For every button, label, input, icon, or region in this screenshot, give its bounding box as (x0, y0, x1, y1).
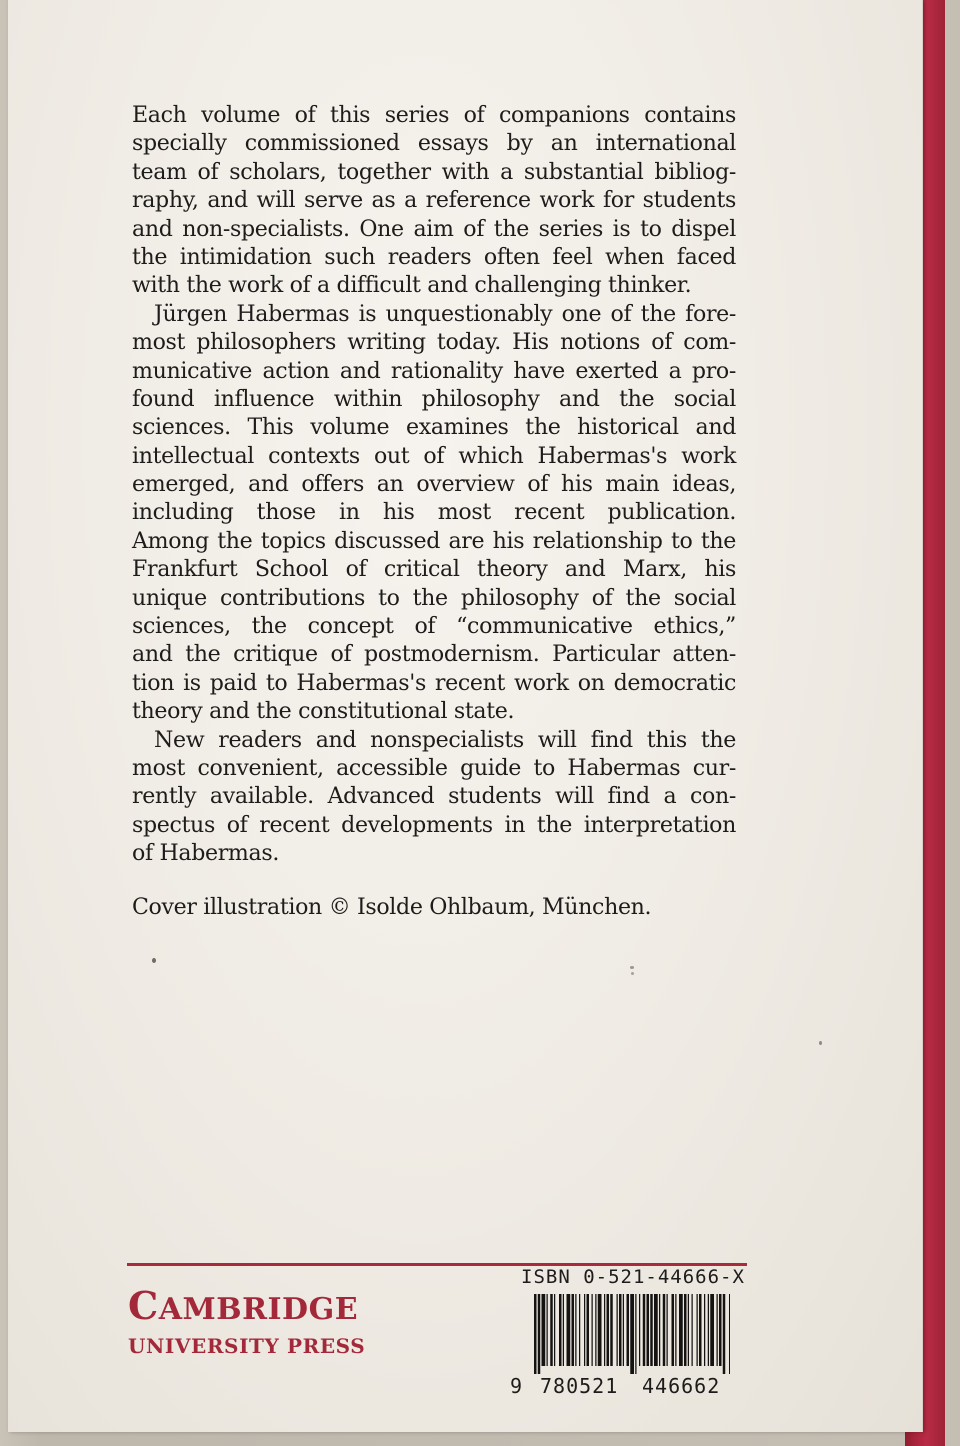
barcode-bar (630, 1294, 634, 1374)
blurb-line: Each volume of this series of companions contains (132, 102, 736, 128)
barcode-right-digits: 446662 (642, 1374, 721, 1398)
barcode-bar (699, 1294, 702, 1366)
blurb-line: sciences, the concept of “communicative ethics,” (132, 613, 736, 640)
barcode-bar (667, 1294, 668, 1366)
cover-blurb (132, 101, 736, 868)
blurb-line: including those in his most recent publication. (132, 499, 736, 526)
blurb-line: of Habermas. (132, 840, 280, 867)
blurb-line: found influence within philosophy and the social (132, 385, 736, 412)
barcode-bar (610, 1294, 613, 1366)
barcode-bar (538, 1294, 541, 1374)
blurb-line: the intimidation such readers often feel when faced (132, 243, 736, 270)
publisher-name (128, 1284, 365, 1332)
barcode-bar (579, 1294, 580, 1366)
isbn-number: ISBN 0-521-44666-X (521, 1266, 745, 1288)
cover-illustration-credit: Cover illustration © Isolde Ohlbaum, München. (132, 894, 652, 920)
barcode-bar (635, 1294, 636, 1374)
blurb-line: emerged, and offers an overview of his main ideas, (132, 471, 736, 498)
barcode-bar (639, 1294, 640, 1366)
blurb-line: tion is paid to Habermas's recent work on democratic (132, 669, 736, 696)
barcode-bar (643, 1294, 646, 1366)
barcode-bar (627, 1294, 630, 1366)
barcode-bar (659, 1294, 660, 1366)
barcode-bar (623, 1294, 624, 1366)
blurb-line: unique contributions to the philosophy of the social (132, 584, 736, 611)
barcode-bar (647, 1294, 650, 1366)
dust-speck (630, 966, 634, 969)
blurb-line: raphy, and will serve as a reference work for students (132, 187, 736, 214)
barcode-bar (607, 1294, 610, 1366)
barcode-lead-digit: 9 (510, 1374, 523, 1398)
barcode-bar (559, 1294, 562, 1366)
barcode-bar (692, 1294, 693, 1366)
publisher-name-rest: AMBRIDGE (158, 1292, 359, 1327)
barcode-bar (534, 1294, 537, 1374)
barcode (504, 1294, 744, 1398)
blurb-line: theory and the constitutional state. (132, 698, 515, 725)
blurb-line: New readers and nonspecialists will find this the (154, 726, 736, 753)
barcode-bar (617, 1294, 618, 1366)
barcode-bar (550, 1294, 553, 1366)
blurb-line: most convenient, accessible guide to Habermas cur- (132, 754, 736, 781)
barcode-bar (595, 1294, 596, 1366)
blurb-line: most philosophers writing today. His notions of com- (132, 329, 736, 356)
blurb-line: Frankfurt School of critical theory and Marx, his (132, 556, 736, 583)
blurb-line: specially commissioned essays by an international (132, 130, 736, 157)
barcode-bar (723, 1294, 726, 1374)
barcode-bar (710, 1294, 714, 1366)
barcode-bar (592, 1294, 593, 1366)
barcode-bar (729, 1294, 730, 1374)
barcode-left-digits: 780521 (540, 1374, 619, 1398)
barcode-bar (654, 1294, 658, 1366)
blurb-line: and non-specialists. One aim of the series is to dispel (132, 215, 736, 242)
barcode-bar (567, 1294, 571, 1366)
blurb-line: spectus of recent developments in the interpretation (132, 811, 736, 838)
dust-speck (152, 958, 156, 963)
barcode-bar (587, 1294, 590, 1366)
barcode-bar (708, 1294, 709, 1366)
blurb-line: team of scholars, together with a substantial bibliog- (132, 158, 736, 185)
blurb-line: rently available. Advanced students will find a con- (132, 783, 736, 810)
barcode-bar (598, 1294, 602, 1366)
blurb-line: intellectual contexts out of which Habermas's work (132, 442, 736, 469)
barcode-bar (572, 1294, 575, 1366)
barcode-bar (619, 1294, 622, 1366)
blurb-line: and the critique of postmodernism. Particular atten- (132, 641, 736, 668)
blurb-line: Jürgen Habermas is unquestionably one of the fore- (154, 300, 736, 327)
barcode-bar (650, 1294, 653, 1366)
blurb-line: sciences. This volume examines the historical and (132, 414, 736, 441)
barcode-bar (688, 1294, 689, 1366)
barcode-bar (679, 1294, 683, 1366)
barcode-bar (575, 1294, 576, 1366)
barcode-bar (684, 1294, 687, 1366)
barcode-bar (663, 1294, 666, 1366)
barcode-bar (542, 1294, 546, 1366)
publisher-initial: C (128, 1283, 159, 1328)
barcode-bar (554, 1294, 555, 1366)
barcode-bar (547, 1294, 548, 1366)
barcode-bar (672, 1294, 675, 1366)
publisher-logo (128, 1284, 365, 1360)
barcode-bar (563, 1294, 564, 1366)
barcode-bar (604, 1294, 605, 1366)
barcode-bar (719, 1294, 722, 1366)
barcode-bar (717, 1294, 718, 1366)
barcode-bar (697, 1294, 698, 1366)
blurb-line: municative action and rationality have exerted a pro- (132, 357, 736, 384)
barcode-bar (584, 1294, 585, 1366)
barcode-bar (675, 1294, 676, 1366)
dust-speck (631, 972, 634, 975)
dust-speck (819, 1041, 822, 1045)
blurb-line: Among the topics discussed are his relationship to the (132, 527, 736, 554)
publisher-subtitle: UNIVERSITY PRESS (128, 1334, 366, 1358)
blurb-line: with the work of a difficult and challenging thinker. (132, 272, 692, 299)
barcode-bar (704, 1294, 705, 1366)
barcode-bars (534, 1294, 730, 1374)
